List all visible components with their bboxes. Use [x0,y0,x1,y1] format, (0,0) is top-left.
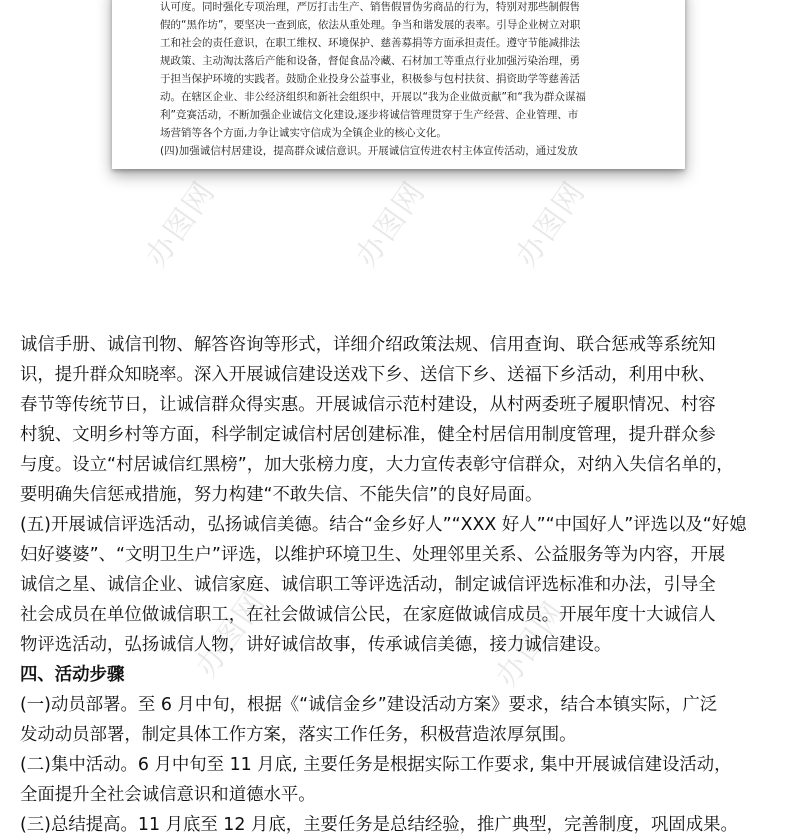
paragraph-line: 社会成员在单位做诚信职工，在社会做诚信公民，在家庭做诚信成员。开展年度十大诚信人 [20,605,716,625]
preview-line: 规政策、主动淘汰落后产能和设备，督促食品冷藏、石材加工等重点行业加强污染治理，勇 [160,55,580,67]
paragraph-line: 诚信之星、诚信企业、诚信家庭、诚信职工等评选活动，制定诚信评选标准和办法，引导全 [20,575,716,595]
paragraph-line: 识，提升群众知晓率。深入开展诚信建设送戏下乡、送信下乡、送福下乡活动，利用中秋、 [20,365,716,385]
step-line: 全面提升全社会诚信意识和道德水平。 [20,785,316,805]
watermark: 办图网 [349,174,433,274]
preview-line: 工和社会的责任意识，在职工维权、环境保护、慈善募捐等方面承担责任。遵守节能减排法 [160,37,580,49]
paragraph-line: 村貌、文明乡村等方面，科学制定诚信村居创建标准，健全村居信用制度管理，提升群众参 [20,425,716,445]
watermark: 办图网 [509,174,593,274]
preview-line: 认可度。同时强化专项治理，严厉打击生产、销售假冒伪劣商品的行为，特别对那些制假售 [160,1,580,13]
paragraph-line: 妇好婆婆”、“文明卫生户”评选，以维护环境卫生、处理邻里关系、公益服务等为内容，开展 [20,545,726,565]
step-line: (三)总结提高。11 月底至 12 月底，主要任务是总结经验，推广典型，完善制度，巩固成果。 [20,815,738,835]
paragraph-line: 与度。设立“村居诚信红黑榜”，加大张榜力度，大力宣传表彰守信群众，对纳入失信名单的， [20,455,734,475]
paragraph-line: 要明确失信惩戒措施，努力构建“不敢失信、不能失信”的良好局面。 [20,485,543,505]
paragraph-line: (五)开展诚信评选活动，弘扬诚信美德。结合“金乡好人”“XXX 好人”“中国好人”评选以及“好媳 [20,515,747,535]
preview-line: (四)加强诚信村居建设，提高群众诚信意识。开展诚信宣传进农村主体宣传活动，通过发放 [160,145,578,157]
section-heading: 四、活动步骤 [20,665,125,685]
step-line: (二)集中活动。6 月中旬至 11 月底, 主要任务是根据实际工作要求, 集中开展诚信建设活动， [20,755,732,775]
preview-line: 利”竞赛活动，不断加强企业诚信文化建设,逐步将诚信管理贯穿于生产经营、企业管理、市 [160,109,579,121]
preview-area [0,0,800,300]
paragraph-line: 物评选活动，弘扬诚信人物，讲好诚信故事，传承诚信美德，接力诚信建设。 [20,635,612,655]
watermark: 办图网 [139,174,223,274]
preview-line: 于担当保护环境的实践者。鼓励企业投身公益事业，积极参与包村扶贫、捐资助学等慈善活 [160,73,580,85]
document-preview-card[interactable] [112,0,685,169]
paragraph-line: 诚信手册、诚信刊物、解答咨询等形式，详细介绍政策法规、信用查询、联合惩戒等系统知 [20,335,716,355]
watermark: 办图网 [189,584,273,684]
watermark: 办图网 [489,594,573,694]
preview-line: 假的“黑作坊”，要坚决一查到底，依法从重处理。争当和谐发展的表率。引导企业树立对职 [160,19,581,31]
paragraph-line: 春节等传统节日，让诚信群众得实惠。开展诚信示范村建设，从村两委班子履职情况、村容 [20,395,716,415]
preview-line: 场营销等各个方面,力争让诚实守信成为全镇企业的核心文化。 [160,127,447,139]
document-body [20,330,790,840]
step-line: (一)动员部署。至 6 月中旬，根据《“诚信金乡”建设活动方案》要求，结合本镇实际，广泛 [20,695,718,715]
preview-line: 动。在辖区企业、非公经济组织和新社会组织中，开展以“我为企业做贡献”和“我为群众谋福 [160,91,586,103]
step-line: 发动动员部署，制定具体工作方案，落实工作任务，积极营造浓厚氛围。 [20,725,577,745]
